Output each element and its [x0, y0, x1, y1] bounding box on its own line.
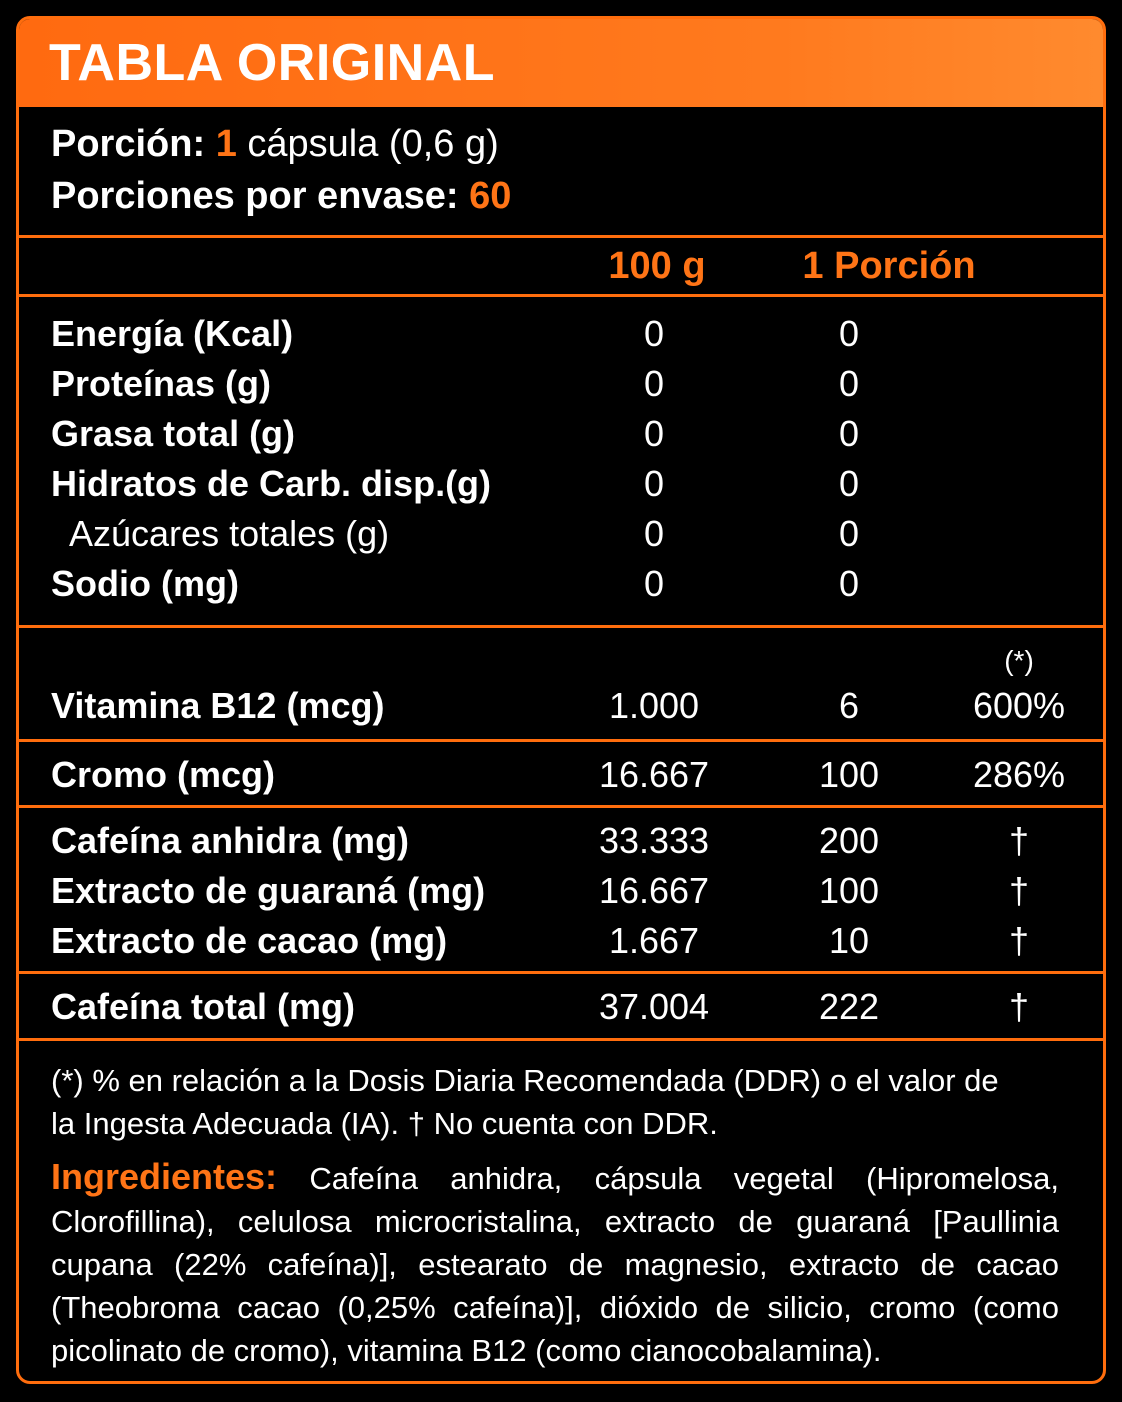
extract-ddr: † [1008, 870, 1030, 911]
nutrient-value-100g: 0 [643, 413, 665, 454]
table-title: TABLA ORIGINAL [49, 34, 496, 92]
footnote-line: la Ingesta Adecuada (IA). † No cuenta con DDR. [51, 1106, 718, 1141]
nutrient-label: Energía (Kcal) [51, 313, 294, 354]
nutrient-value-portion: 0 [838, 513, 860, 554]
nutrient-value-portion: 0 [838, 413, 860, 454]
total-caffeine-label: Cafeína total (mg) [51, 986, 356, 1027]
column-header-100g: 100 g [608, 245, 706, 287]
divider [19, 625, 1103, 628]
nutrient-value-100g: 0 [643, 313, 665, 354]
cromo-label: Cromo (mcg) [51, 754, 275, 795]
column-header-portion: 1 Porción [802, 245, 976, 287]
nutrient-label: Proteínas (g) [51, 363, 272, 404]
extract-ddr: † [1008, 820, 1030, 861]
nutrient-value-portion: 0 [838, 563, 860, 604]
divider [19, 739, 1103, 742]
nutrient-value-100g: 0 [643, 463, 665, 504]
cromo-value-100g: 16.667 [598, 754, 710, 795]
extract-value-100g: 33.333 [598, 820, 710, 861]
nutrient-label: Sodio (mg) [51, 563, 239, 604]
nutrition-table [16, 16, 1106, 1384]
ddr-marker: (*) [1004, 645, 1034, 676]
ingredients-label: Ingredientes: [51, 1156, 278, 1197]
extract-label: Extracto de guaraná (mg) [51, 870, 486, 911]
cromo-value-portion: 100 [818, 754, 880, 795]
divider [19, 294, 1103, 297]
divider [19, 235, 1103, 238]
vitamin-value-100g: 1.000 [608, 685, 700, 726]
serving-size-label: Porción: [51, 123, 206, 165]
extract-value-100g: 1.667 [608, 920, 700, 961]
extract-ddr: † [1008, 920, 1030, 961]
title-bar [19, 19, 1103, 107]
serving-size-qty: 1 [215, 123, 237, 165]
extract-value-portion: 10 [828, 920, 870, 961]
nutrient-value-portion: 0 [838, 463, 860, 504]
divider [19, 1038, 1103, 1041]
cromo-ddr: 286% [972, 754, 1066, 795]
servings-per-pack [51, 175, 511, 218]
ingredients [51, 1155, 1059, 1372]
footnote [51, 1059, 1059, 1145]
total-caffeine-portion: 222 [818, 986, 880, 1027]
footnote-line: (*) % en relación a la Dosis Diaria Recomendada (DDR) o el valor de [51, 1063, 999, 1098]
servings-per-pack-value: 60 [469, 175, 512, 217]
nutrient-value-100g: 0 [643, 363, 665, 404]
divider [19, 805, 1103, 808]
extract-value-100g: 16.667 [598, 870, 710, 911]
nutrient-label: Hidratos de Carb. disp.(g) [51, 463, 492, 504]
nutrient-value-portion: 0 [838, 363, 860, 404]
nutrient-sub-label: Azúcares totales (g) [69, 513, 390, 554]
divider [19, 971, 1103, 974]
servings-per-pack-label: Porciones por envase: [51, 175, 459, 217]
nutrient-label: Grasa total (g) [51, 413, 296, 454]
extract-label: Cafeína anhidra (mg) [51, 820, 410, 861]
nutrient-value-100g: 0 [643, 513, 665, 554]
nutrient-value-portion: 0 [838, 313, 860, 354]
vitamin-ddr: 600% [972, 685, 1066, 726]
extract-value-portion: 100 [818, 870, 880, 911]
total-caffeine-100g: 37.004 [598, 986, 710, 1027]
total-caffeine-ddr: † [1008, 986, 1030, 1027]
extract-value-portion: 200 [818, 820, 880, 861]
serving-size [51, 123, 499, 166]
vitamin-value-portion: 6 [838, 685, 860, 726]
nutrient-value-100g: 0 [643, 563, 665, 604]
ingredients-text: Cafeína anhidra, cápsula vegetal (Hipromelosa, Clorofillina), celulosa microcristalina, extracto de guaraná [Paullinia cupana (22% cafeína)], estearato de magnesio, extracto de cacao (Theobroma cacao (0,25% cafeína)], dióxido de silicio, cromo (como picolinato de cromo), vitamina B12 (como cianocobalamina). [51, 1161, 1059, 1368]
extract-label: Extracto de cacao (mg) [51, 920, 448, 961]
serving-size-unit: cápsula (0,6 g) [247, 123, 499, 165]
vitamin-label: Vitamina B12 (mcg) [51, 685, 385, 726]
